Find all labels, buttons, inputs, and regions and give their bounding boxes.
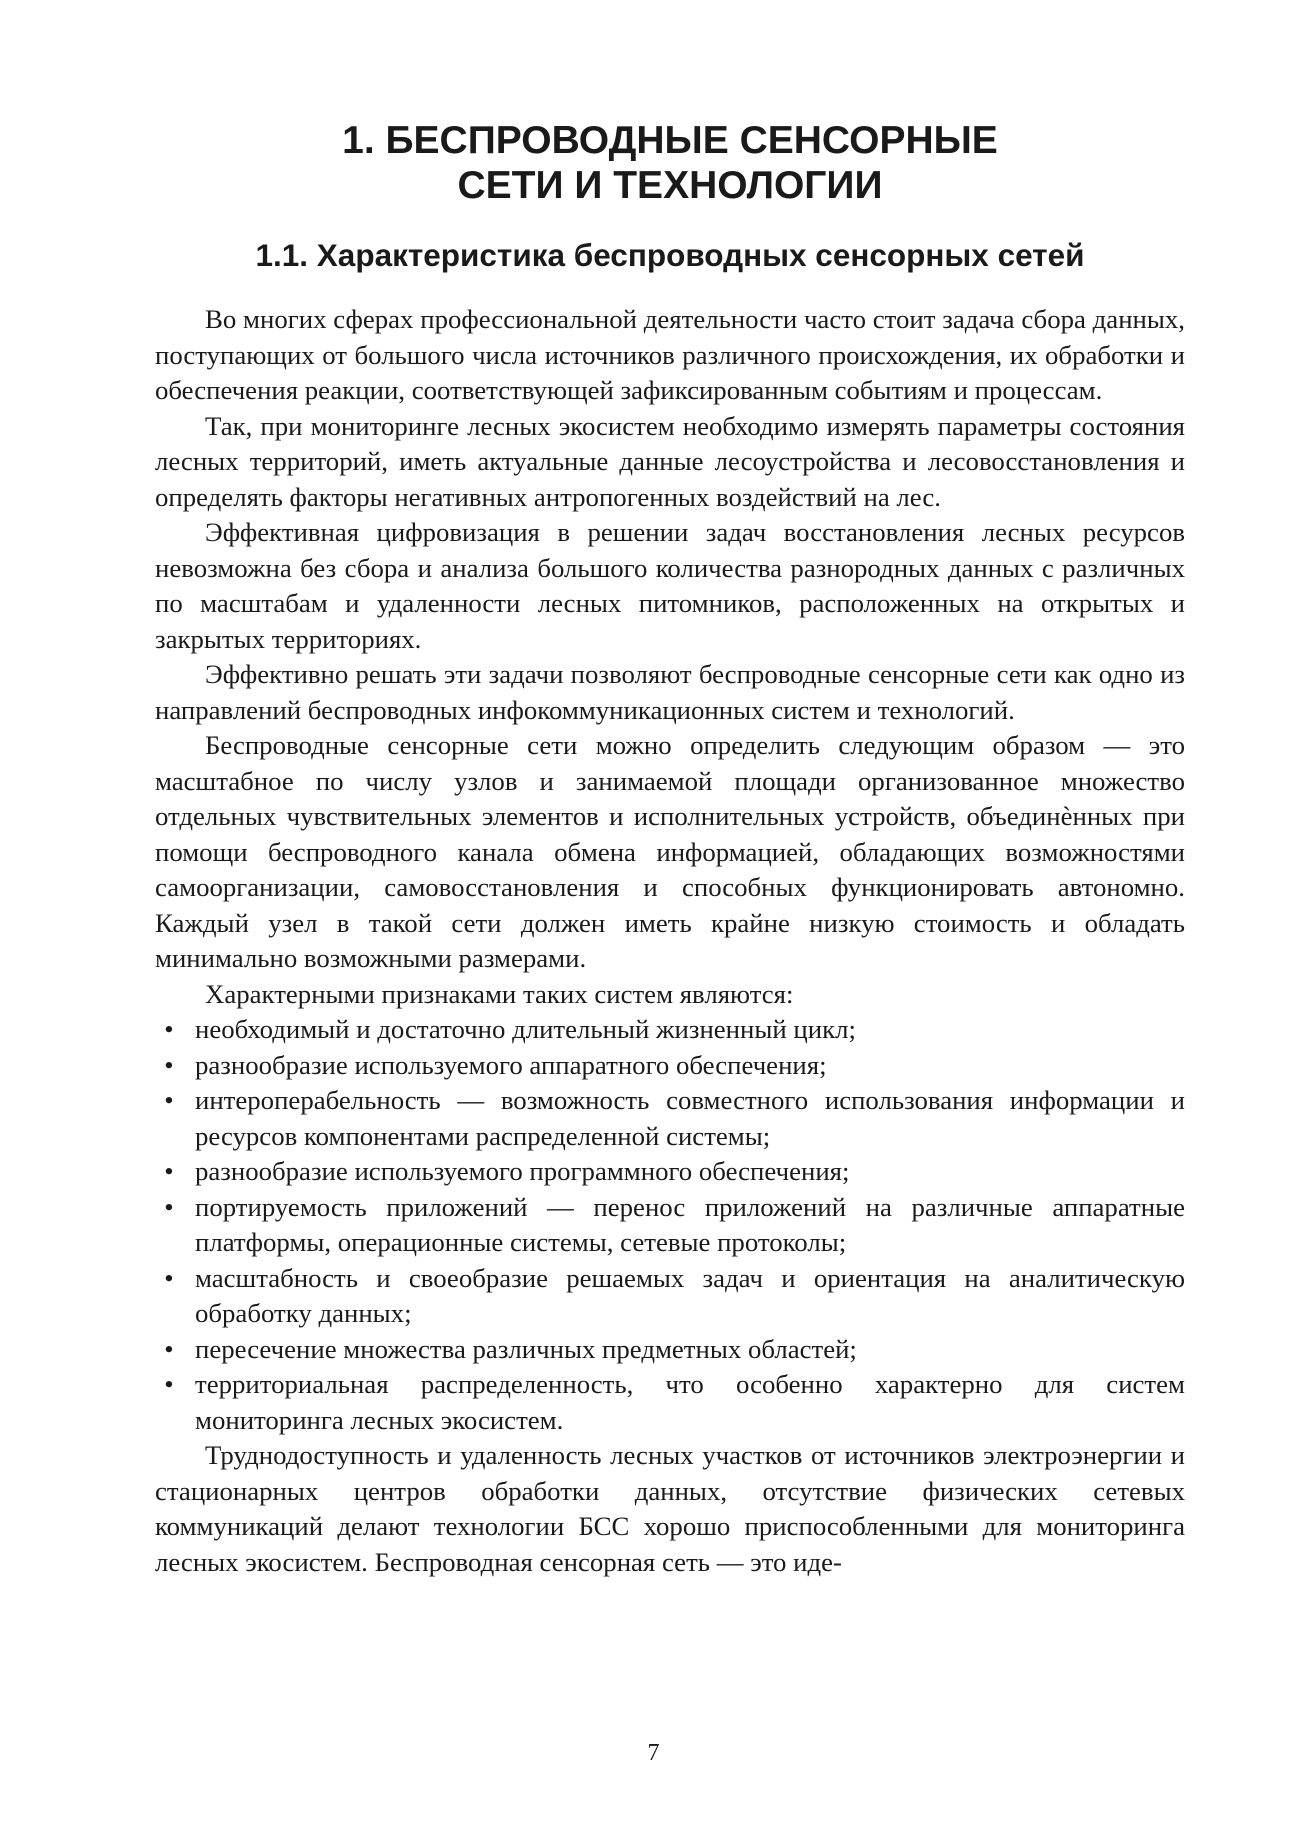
section-title: 1.1. Характеристика беспроводных сенсорных сетей [255, 237, 1085, 273]
list-item-text: интероперабельность — возможность совместного использования информации и ресурсов компонентами распределенной системы; [195, 1085, 1185, 1151]
bullet-icon: • [164, 1191, 174, 1222]
paragraph: Характерными признаками таких систем являются: [205, 978, 794, 1009]
bullet-icon: • [164, 1262, 174, 1293]
list-item-text: портируемость приложений — перенос приложений на различные аппаратные платформы, операционные системы, сетевые протоколы; [195, 1191, 1185, 1257]
bullet-icon: • [164, 1085, 174, 1115]
chapter-title-line-2: СЕТИ И ТЕХНОЛОГИИ [457, 164, 883, 207]
body-text [155, 302, 1185, 1580]
paragraph: Во многих сферах профессиональной деятельности часто стоит задача сбора данных, поступающих от большого числа источников различного происхождения, их обработки и обеспечения реакции, соответствующей зафиксированным событиям и процессам. [155, 304, 1185, 405]
paragraph: Эффективная цифровизация в решении задач восстановления лесных ресурсов невозможна без сбора и анализа большого количества разнородных данных с различных по масштабам и удаленности лесных питомников, расположенных на открытых и закрытых территориях. [155, 517, 1185, 654]
list-item [164, 1261, 1185, 1332]
list-item [164, 1190, 1185, 1261]
list-item [164, 1012, 1185, 1048]
list-item [164, 1048, 1185, 1084]
characteristics-list [155, 1012, 1185, 1438]
bullet-icon: • [164, 1049, 174, 1080]
list-item-text: пересечение множества различных предметных областей; [195, 1333, 857, 1364]
chapter-title [155, 118, 1185, 208]
page-content [155, 118, 1185, 1580]
list-item-text: масштабность и своеобразие решаемых задач и ориентация на аналитическую обработку данных; [195, 1262, 1185, 1328]
paragraph: Беспроводные сенсорные сети можно определить следующим образом — это масштабное по числу узлов и занимаемой площади организованное множество отдельных чувствительных элементов и исполнительных устройств, объединѐнных при помощи беспроводного канала обмена информацией, обладающих возможностями самоорганизации, самовосстановления и способных функционировать автономно. Каждый узел в такой сети должен иметь крайне низкую стоимость и обладать минимально возможными размерами. [155, 730, 1185, 973]
list-item-text: разнообразие используемого аппаратного обеспечения; [195, 1049, 827, 1080]
list-item [164, 1154, 1185, 1190]
page-number: 7 [647, 1740, 660, 1766]
bullet-icon: • [164, 1369, 174, 1399]
paragraph: Труднодоступность и удаленность лесных участков от источников электроэнергии и стационарных центров обработки данных, отсутствие физических сетевых коммуникаций делают технологии БСС хорошо приспособленными для мониторинга лесных экосистем. Беспроводная сенсорная сеть — это иде- [155, 1440, 1185, 1577]
list-item [164, 1083, 1185, 1154]
list-item [164, 1367, 1185, 1438]
chapter-title-line-1: 1. БЕСПРОВОДНЫЕ СЕНСОРНЫЕ [342, 119, 998, 162]
paragraph: Эффективно решать эти задачи позволяют беспроводные сенсорные сети как одно из направлений беспроводных инфокоммуникационных систем и технологий. [155, 659, 1185, 725]
list-item [164, 1332, 1185, 1368]
paragraph: Так, при мониторинге лесных экосистем необходимо измерять параметры состояния лесных территорий, иметь актуальные данные лесоустройства и лесовосстановления и определять факторы негативных антропогенных воздействий на лес. [155, 410, 1185, 512]
list-item-text: территориальная распределенность, что особенно характерно для систем мониторинга лесных экосистем. [195, 1369, 1185, 1435]
bullet-icon: • [164, 1156, 174, 1186]
bullet-icon: • [164, 1014, 174, 1044]
list-item-text: разнообразие используемого программного обеспечения; [195, 1156, 850, 1186]
list-item-text: необходимый и достаточно длительный жизненный цикл; [195, 1014, 856, 1044]
bullet-icon: • [164, 1333, 174, 1364]
